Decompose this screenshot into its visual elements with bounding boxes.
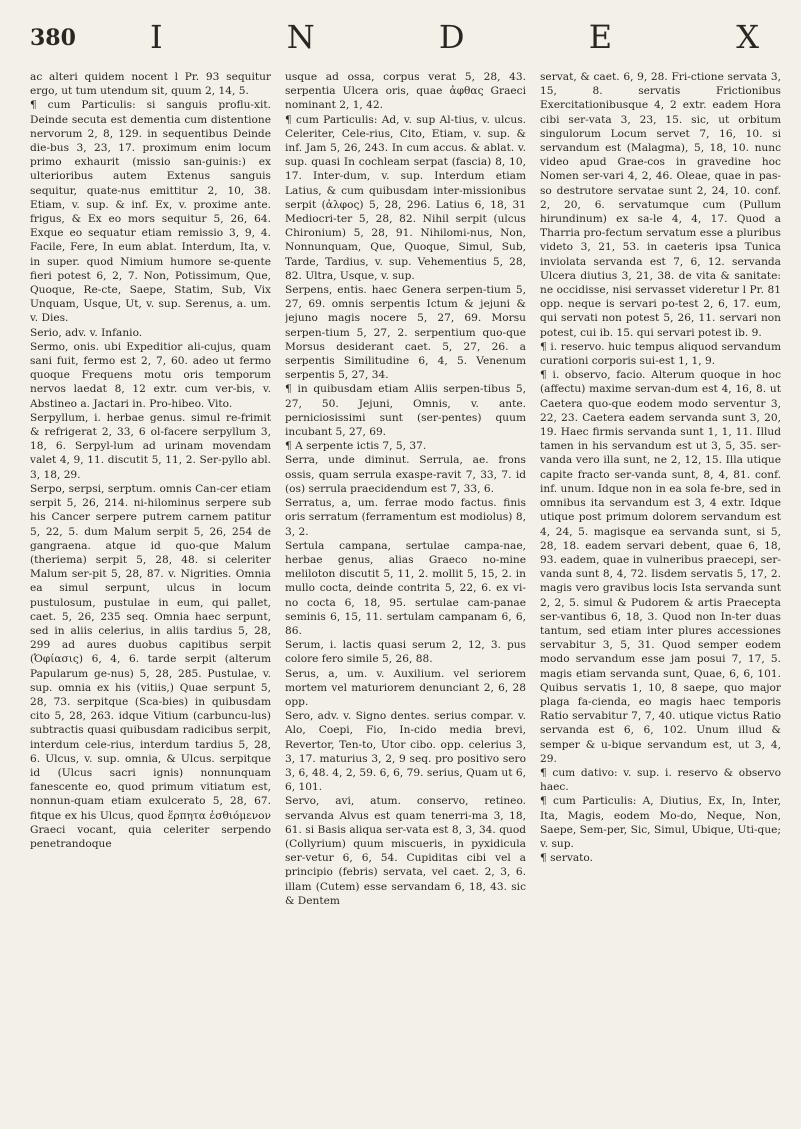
index-entry: Serpens, entis. haec Genera serpen-tium 5, 27, 69. omnis serpentis Ictum & jejuni & jejuno magis nocere 5, 27, 69. Morsu serpen-tium 5, 27, 2. serpentium quo-que Morsus desiderant caet. 5, 27, 26. a serpentis Similitudine 6, 4, 5. Venenum serpentis 5, 27, 34.: [285, 284, 526, 382]
index-entry: Sero, adv. v. Signo dentes. serius compar. v. Alo, Coepi, Fio, In-cido media brevi, Revertor, Ten-to, Utor cibo. opp. celerius 3, 3, 17. maturius 3, 2, 9 seq. pro positivo sero 3, 6, 48. 4, 2, 59. 6, 6, 79. serius, Quam ut 6, 6, 101.: [285, 710, 526, 794]
index-entry: ¶ cum Particulis: Ad, v. sup Al-tius, v. ulcus. Celeriter, Cele-rius, Cito, Etiam, v. sup. & inf. Jam 5, 26, 243. In cum accus. & ablat. v. sup. quasi In cochleam serpat (fascia) 8, 10, 17. Inter-dum, v. sup. Interdum etiam Latius, & cum quibusdam inter-missionibus serpit (ἀλφος) 5, 28, 296. Latius 6, 18, 31 Mediocri-ter 5, 28, 82. Nihil serpit (ulcus Chironium) 5, 28, 91. Nihilomi-nus, Non, Nonnunquam, Que, Quoque, Simul, Sub, Tarde, Tardius, v. sup. Vehementius 5, 28, 82. Ultra, Usque, v. sup.: [285, 113, 526, 282]
index-entry: ¶ servato.: [540, 852, 593, 865]
page-number: 380: [30, 25, 76, 51]
index-entry: usque ad ossa, corpus verat 5, 28, 43. serpentia Ulcera oris, quae ἀφθας Graeci nominant 2, 1, 42.: [285, 71, 526, 112]
column-middle: [285, 70, 526, 1119]
index-entry: Serus, a, um. v. Auxilium. vel seriorem mortem vel maturiorem denunciant 2, 6, 28 opp.: [285, 667, 526, 708]
running-head-letter: E: [588, 18, 615, 56]
column-right: [540, 70, 781, 1119]
index-entry: Serum, i. lactis quasi serum 2, 12, 3. pus colore fero simile 5, 26, 88.: [285, 639, 526, 666]
index-entry: ¶ A serpente ictis 7, 5, 37.: [285, 440, 427, 453]
index-entry: Serio, adv. v. Infanio.: [30, 326, 143, 339]
index-entry: ac alteri quidem nocent l Pr. 93 sequitur ergo, ut tum utendum sit, quum 2, 14, 5.: [30, 71, 271, 98]
running-head-letter: N: [286, 18, 317, 56]
index-entry: ¶ cum dativo: v. sup. i. reservo & observo haec.: [540, 766, 781, 794]
running-head-letter: I: [150, 18, 165, 56]
index-entry: Serpo, serpsi, serptum. omnis Can-cer etiam serpit 5, 26, 214. ni-hilominus serpere sub his Cancer serpere putrem carnem patitur 5, 22, 5. dum Malum serpit 5, 26, 254 de gangraena. atque id quo-que Malum (theriema) serpit 5, 28, 48. si celeriter Malum ser-pit 5, 28, 87. v. Nigrities. Omnia ea simul serpunt, ulcus in locum pustulosum, pustulae in eum, qui pallet, caet. 5, 26, 235 seq. Omnia haec serpunt, sed in aliis celerius, in aliis tardius 5, 28, 299 ad aures duobus capitibus serpit (Ὀφίασις) 6, 4, 6. tarde serpit (alterum Papularum ge-nus) 5, 28, 285. Pustulae, v. sup. omnia ex his (vitiis,) Quae serpunt 5, 28, 73. serpitque (Sca-bies) in quibusdam cito 5, 28, 263. idque Vitium (carbuncu-lus) subtractis quasi quibusdam radicibus serpit, interdum cele-rius, interdum tardius 5, 28, 6. Ulcus, v. sup. omnia, & Ulcus. serpitque id (Ulcus sacri ignis) nonnunquam fanescente eo, quod primum vitiatum est, nonnun-quam etiam exulcerato 5, 28, 67. fitque ex his Ulcus, quod ἕρπητα ἐσθιόμενον Graeci vocant, quia celeriter serpendo penetrandoque: [30, 482, 271, 850]
index-columns: [30, 70, 781, 1119]
index-entry: ¶ i. reservo. huic tempus aliquod servandum curationi corporis sui-est 1, 1, 9.: [540, 340, 781, 368]
index-entry: ¶ in quibusdam etiam Aliis serpen-tibus 5, 27, 50. Jejuni, Omnis, v. ante. perniciosissimi sunt (ser-pentes) quum incubant 5, 27, 69.: [285, 383, 526, 439]
running-head: [150, 18, 761, 56]
index-entry: Serra, unde diminut. Serrula, ae. frons ossis, quam serrula exaspe-ravit 7, 33, 7. id (os) serrula praecidendum est 7, 33, 6.: [285, 454, 526, 495]
column-left: [30, 70, 271, 1119]
running-head-letter: D: [438, 18, 467, 56]
index-entry: ¶ cum Particulis: si sanguis proflu-xit. Deinde secuta est dementia cum distentione nervorum 2, 8, 129. in sequentibus Deinde die-bus 3, 23, 17. proximum enim locum primo exhaurit (missio san-guinis:) ex ulterioribus autem Extenus sanguis sequitur, quate-nus emittitur 2, 10, 38. Etiam, v. sup. & inf. Ex, v. proxime ante. frigus, & Ex eo mors sequitur 5, 26, 64. Exque eo sequatur etiam remissio 3, 9, 4. Facile, Fere, In eum ablat. Interdum, Ita, v. in super. quod Nimium humore se-quente fieri potest 6, 2, 7. Non, Potissimum, Que, Quoque, Re-cte, Saepe, Statim, Sub, Vix Unquam, Usque, Ut, v. sup. Serenus, a. um. v. Dies.: [30, 99, 271, 325]
index-entry: Servo, avi, atum. conservo, retineo. servanda Alvus est quam tenerri-ma 3, 18, 61. si Basis aliqua ser-vata est 8, 3, 34. quod (Collyrium) quum miscueris, in pyxidicula ser-vetur 6, 6, 54. Cupiditas cibi vel a principio (febris) servata, vel caet. 2, 3, 6. illam (Cutem) esse servandam 6, 18, 43. sic & Dentem: [285, 795, 526, 907]
index-entry: ¶ cum Particulis: A, Diutius, Ex, In, Inter, Ita, Magis, eodem Mo-do, Neque, Non, Saepe, Sem-per, Sic, Simul, Ubique, Uti-que; v. sup.: [540, 795, 781, 850]
index-entry: Serratus, a, um. ferrae modo factus. finis oris serratum (ferramentum est modiolus) 8, 3, 2.: [285, 497, 526, 538]
running-head-letter: X: [736, 18, 761, 56]
index-entry: Sertula campana, sertulae campa-nae, herbae genus, alias Graeco no-mine meliloton discutit 5, 11, 2. mollit 5, 15, 2. in mullo cocta, deinde contrita 5, 22, 6. ex vi-no cocta 6, 18, 95. sertulae cam-panae seminis 6, 15, 11. sertulam campanam 6, 6, 86.: [285, 539, 526, 637]
index-entry: servat, & caet. 6, 9, 28. Fri-ctione servata 3, 15, 8. servatis Frictionibus Exercitationibusque 4, 2 extr. eadem Hora cibi ser-vata 3, 23, 15. sic, ut orbitum singulorum Locum servet 7, 16, 10. si servandum est (Malagma), 5, 18, 10. nunc video apud Grae-cos in gravedine hoc Nomen ser-vari 4, 2, 46. Oleae, quae in pas-so destrutore servatae sunt 2, 24, 10. conf. 2, 20, 6. servatumque cum (Pullum hirundinum) ex sa-le 4, 4, 17. Quod a Tharria pro-fectum servatum esse a pluribus videto 3, 21, 53. in caeteris ipsa Tunica inviolata servanda est 7, 6, 12. servanda Ulcera diutius 3, 21, 38. de vita & sanitate: ne occidisse, nisi servasset videretur l Pr. 81 opp. neque is servari po-test 2, 6, 17. eum, qui servati non potest 5, 26, 11. servari non potest, cui ib. 15. qui servari potest ib. 9.: [540, 71, 781, 339]
index-entry: Serpyllum, i. herbae genus. simul re-frimit & refrigerat 2, 33, 6 ol-facere serpyllum 3, 18, 6. Serpyl-lum ad urinam movendam valet 4, 9, 11. discutit 5, 11, 2. Ser-pyllo abl. 3, 18, 29.: [30, 411, 271, 481]
index-entry: ¶ i. observo, facio. Alterum quoque in hoc (affectu) maxime servan-dum est 4, 16, 8. ut Caetera quo-que eodem modo serventur 3, 22, 23. Caetera eadem servanda sunt 3, 20, 19. Haec firmis servanda sunt 1, 1, 11. Illud tamen in his servandum est ut 3, 5, 35. ser-vanda vero illa sunt, ne 2, 12, 15. Illa utique capite fracto ser-vanda sunt, 8, 4, 81. conf. inf. unum. Idque non in ea sola fe-bre, sed in omnibus ita servandum est 3, 4 extr. Idque utique post primum dolorem servandum est 4, 24, 5. magisque ea servanda sunt, si 5, 28, 18. eadem servari debent, quae 6, 18, 93. eadem, quae in vulneribus praecepi, ser-vanda sunt 8, 4, 72. Iisdem servatis 5, 17, 2. magis vero gravibus locis Ista servanda sunt 2, 2, 5. simul & Pudorem & artis Praecepta ser-vantibus 6, 18, 3. Quod non In-ter duas tantum, sed etiam inter plures accessiones servabitur 3, 5, 31. Quod semper eodem modo servandum esse jam posui 7, 17, 5. magis etiam servanda sunt, Quae, 6, 6, 101. Quibus servatis 1, 10, 8 saepe, quo major plaga fa-cienda, eo magis haec temporis Ratio servabitur 7, 7, 40. utique victus Ratio servanda est 6, 6, 102. Unum illud & semper & u-bique servandum est, ut 3, 4, 29.: [540, 369, 781, 765]
index-entry: Sermo, onis. ubi Expeditior ali-cujus, quam sani fuit, fermo est 2, 7, 60. adeo ut fermo quoque Frequens motu oris temporum nervos laedat 8, 12 extr. cum ver-bis, v. Abstineo a. Jactari in. Pro-hibeo. Vito.: [30, 340, 271, 410]
